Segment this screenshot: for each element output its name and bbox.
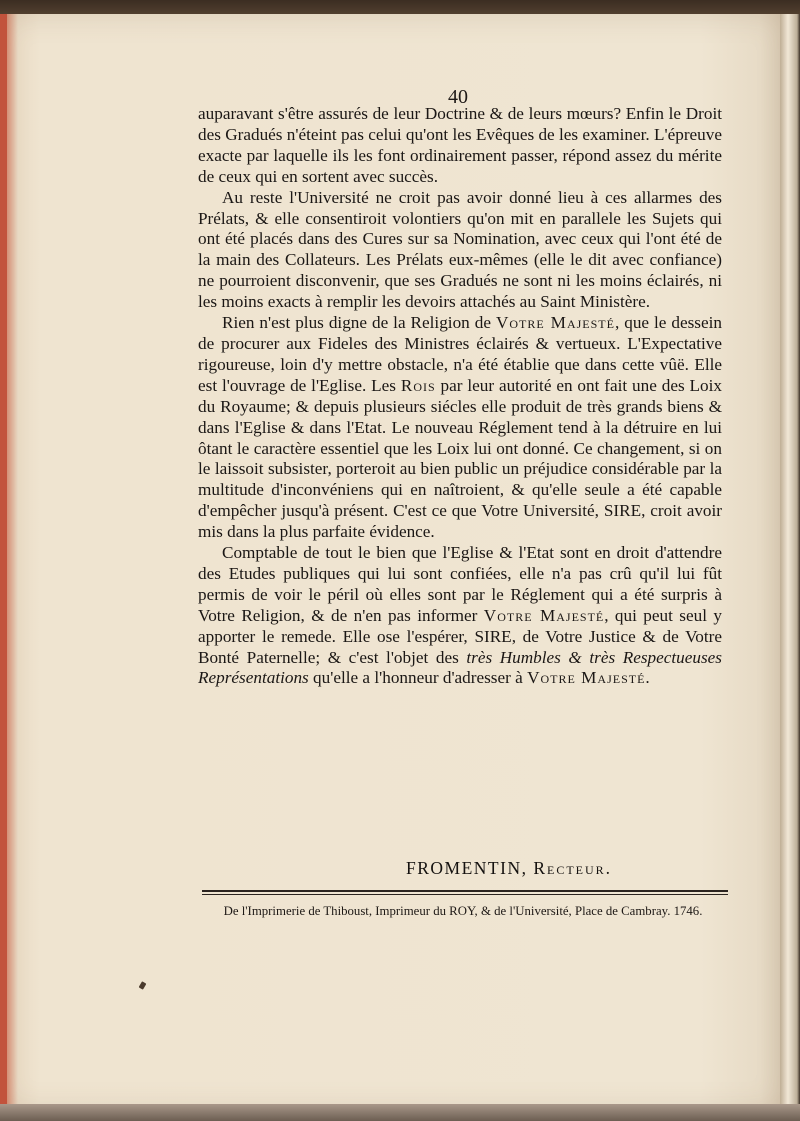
footer-rule-thick [202, 890, 728, 892]
page-number: 40 [448, 86, 468, 108]
p4-text-3: , de Votre Justice & de Votre Bonté Paternelle; & c'est l'objet des [198, 626, 722, 667]
p4-text-2: , qui peut seul y apporter le remede. Elle ose l'espérer, [198, 605, 722, 646]
p4-sire: SIRE [474, 626, 512, 646]
paragraph-4 [198, 543, 722, 689]
p4-italic-phrase: très Humbles & très Respectueuses Représentations [198, 647, 722, 688]
book-right-edge [780, 14, 800, 1111]
signature-title: Recteur. [533, 858, 613, 878]
p4-majesty-final: Votre Majesté [527, 668, 646, 688]
body-text [198, 104, 722, 689]
printer-imprint: De l'Imprimerie de Thiboust, Imprimeur du ROY, & de l'Université, Place de Cambray. 1746. [223, 904, 703, 918]
p4-text-5: . [645, 668, 650, 688]
page-left-margin-tint [0, 14, 7, 1111]
signature-line [406, 858, 716, 879]
p4-text-1: Comptable de tout le bien que l'Eglise & l'Etat sont en droit d'attendre des Etudes publiques qui lui sont confiées, elle n'a pas crû qu'il lui fût permis de voir le péril où elles sont par le Réglement qui a été surpris à Votre Religion, & de n'en pas informer [198, 543, 722, 625]
p3-majesty: Votre Majesté [495, 313, 615, 333]
footer-rule-thin [202, 894, 728, 895]
paragraph-2: Au reste l'Université ne croit pas avoir donné lieu à ces allarmes des Prélats, & elle consentiroit volontiers qu'on mit en parallele les Sujets qui ont été placés dans des Cures sur sa Nomination, avec ceux qui l'ont été de la main des Collateurs. Les Prélats eux-mêmes (elle le dit avec confiance) ne pourroient disconvenir, que ses Gradués ne sont ni les moins éclairés, ni les moins exacts à remplir les devoirs attachés au Saint Ministère. [198, 187, 722, 312]
p3-text-3: par leur autorité en ont fait une des Loix du Royaume; & depuis plusieurs siécles elle produit de très grands biens & dans l'Eglise & dans l'Etat. Le nouveau Réglement tend à la détruire en lui ôtant le caractère essentiel que les Loix lui ont donné. Ce changement, si on le laissoit subsister, porteroit au bien public un préjudice considérable par la multitude d'inconvéniens qui en naîtroient, & qu'elle seule a été capable d'empêcher jusqu'à présent. C'est ce que Votre Université, [198, 375, 722, 521]
p4-text-4: qu'elle a l'honneur d'adresser à [308, 668, 528, 688]
p3-text-2: , que le dessein de procurer aux Fideles des Ministres éclairés & vertueux. L'Expectative rigoureuse, loin d'y mettre obstacle, n'a été établie que dans cette vûë. Elle est l'ouvrage de l'Eglise. Les [198, 313, 722, 395]
p4-majesty: Votre Majesté [483, 605, 605, 625]
book-bottom-edge [0, 1104, 800, 1121]
signature-name: FROMENTIN, [406, 858, 528, 878]
p3-rois: Rois [400, 375, 436, 395]
paragraph-1: auparavant s'être assurés de leur Doctrine & de leurs mœurs? Enfin le Droit des Gradués n'éteint pas celui qu'ont les Evêques de les examiner. L'épreuve exacte par laquelle ils les font ordinairement passer, répond assez du mérite de ceux qui en sortent avec succès. [198, 104, 722, 186]
p3-text-4: , croit avoir mis dans la plus parfaite évidence. [198, 501, 723, 542]
p3-text-1: Rien n'est plus digne de la Religion de [222, 313, 496, 333]
p3-sire: SIRE [603, 501, 642, 521]
paragraph-3 [198, 313, 722, 543]
